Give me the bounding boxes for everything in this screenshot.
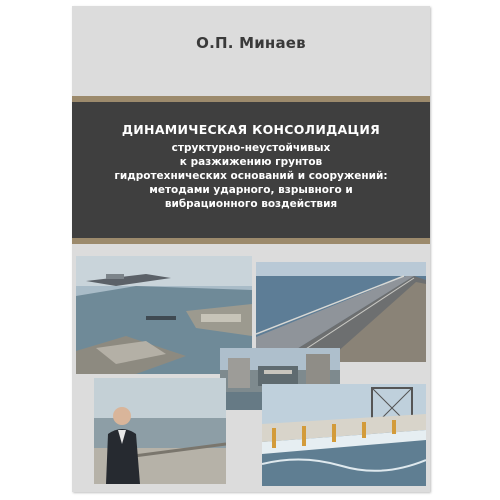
- subtitle-line: структурно-неустойчивых: [171, 142, 331, 154]
- author-name: О.П. Минаев: [196, 34, 306, 52]
- photo-collage: [72, 248, 430, 492]
- book-subtitle: [72, 141, 430, 211]
- person-at-railing-photo: [94, 378, 226, 484]
- subtitle-line: к разжижению грунтов: [179, 156, 323, 168]
- causeway-bridge-photo: [256, 262, 426, 362]
- subtitle-line: вибрационного воздействия: [164, 198, 338, 210]
- subtitle-line: методами ударного, взрывного и: [149, 184, 353, 196]
- title-panel: [72, 102, 430, 238]
- book-cover: [72, 6, 430, 492]
- title-band: [72, 96, 430, 244]
- book-title: ДИНАМИЧЕСКАЯ КОНСОЛИДАЦИЯ: [121, 122, 381, 137]
- subtitle-line: гидротехнических оснований и сооружений:: [114, 170, 388, 182]
- spillway-dam-photo: [262, 384, 426, 486]
